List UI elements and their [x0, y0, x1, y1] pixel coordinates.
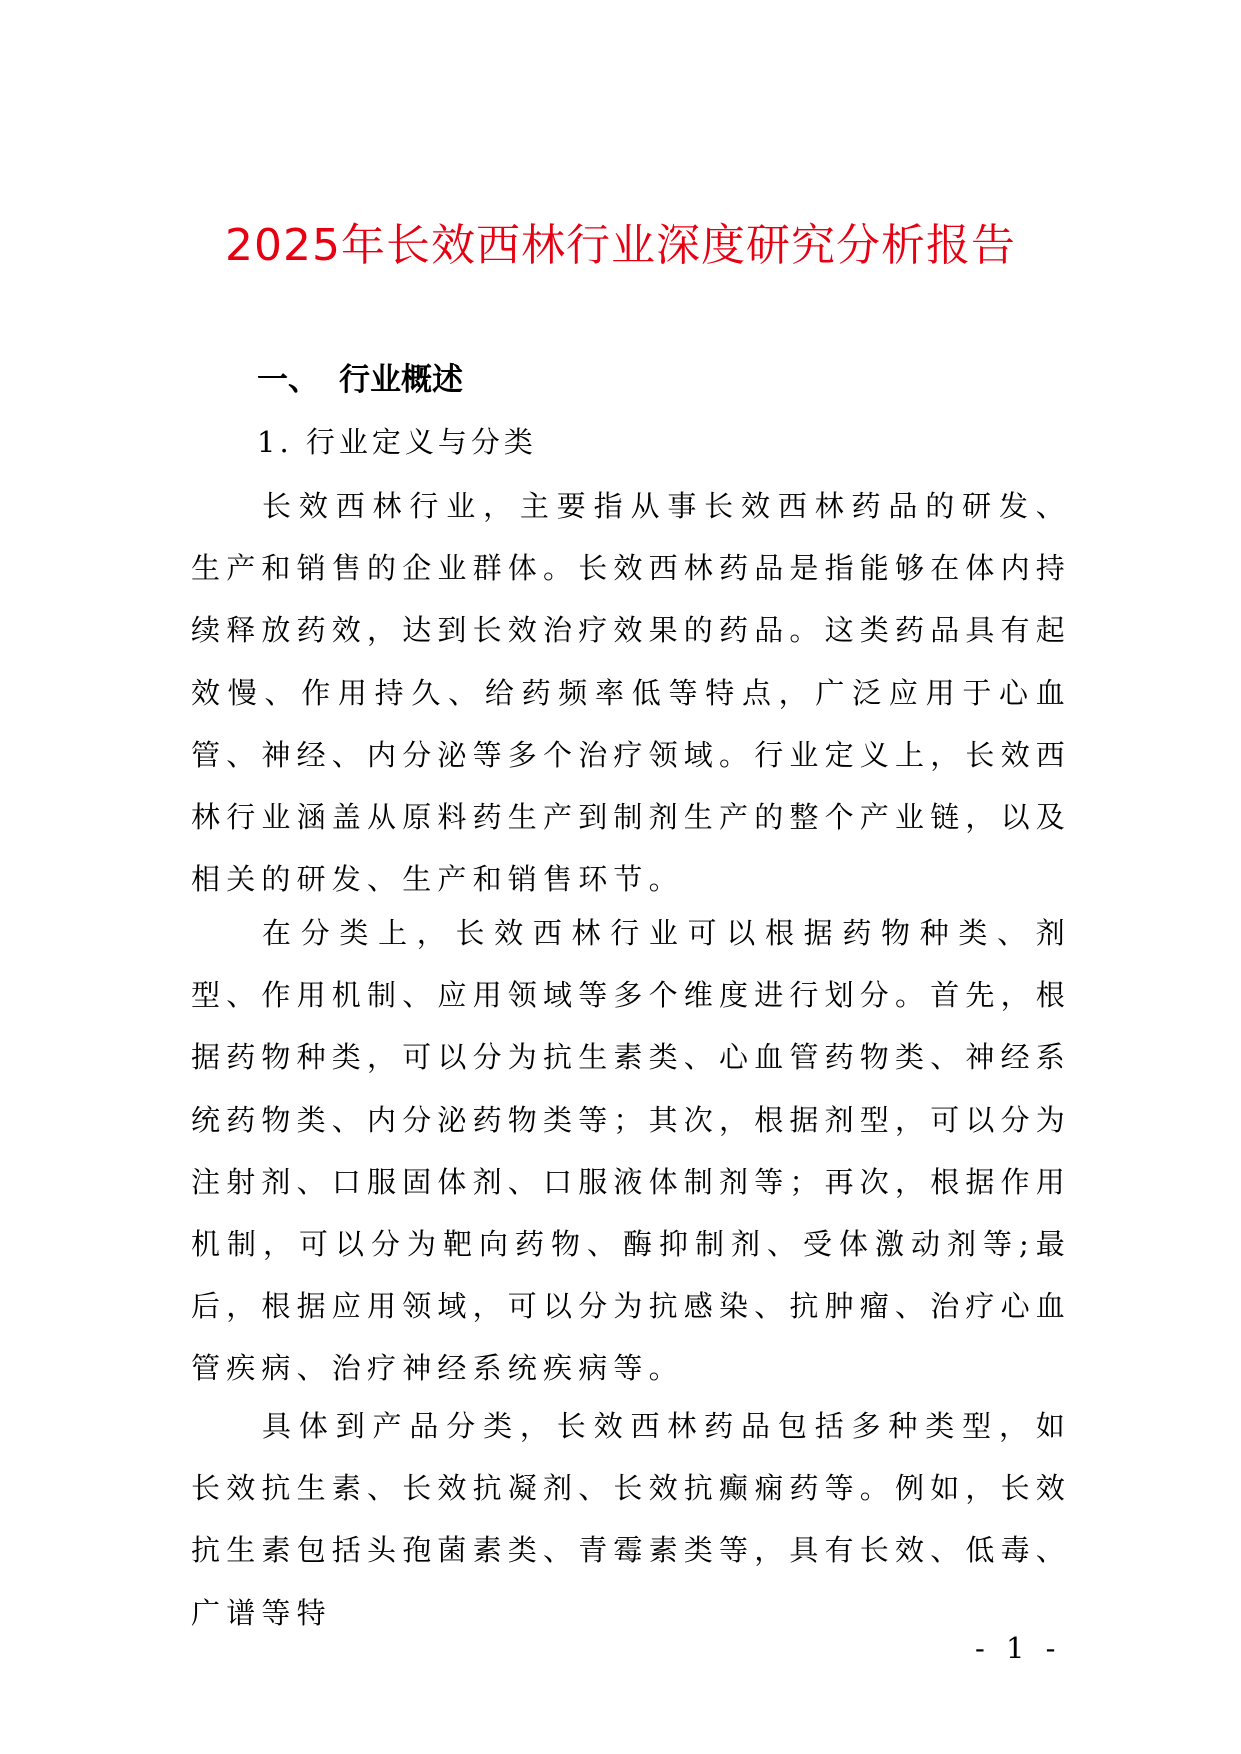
- section-heading: [257, 358, 463, 402]
- paragraph-products: 具体到产品分类，长效西林药品包括多种类型，如长效抗生素、长效抗凝剂、长效抗癫痫药等。例如，长效抗生素包括头孢菌素类、青霉素类等，具有长效、低毒、广谱等特: [191, 1409, 1072, 1630]
- section-title: 行业概述: [339, 362, 463, 398]
- page-number: - 1 -: [975, 1631, 1062, 1665]
- paragraph-classification: 在分类上，长效西林行业可以根据药物种类、剂型、作用机制、应用领域等多个维度进行划分。首先，根据药物种类，可以分为抗生素类、心血管药物类、神经系统药物类、内分泌药物类等；其次，根据剂型，可以分为注射剂、口服固体剂、口服液体制剂等；再次，根据作用机制，可以分为靶向药物、酶抑制剂、受体激动剂等;最后，根据应用领域，可以分为抗感染、抗肿瘤、治疗心血管疾病、治疗神经系统疾病等。: [191, 916, 1072, 1386]
- document-title: 2025年长效西林行业深度研究分析报告: [225, 220, 1016, 271]
- section-number: 一、: [257, 362, 319, 398]
- paragraph-definition: 长效西林行业，主要指从事长效西林药品的研发、生产和销售的企业群体。长效西林药品是指能够在体内持续释放药效，达到长效治疗效果的药品。这类药品具有起效慢、作用持久、给药频率低等特点，广泛应用于心血管、神经、内分泌等多个治疗领域。行业定义上，长效西林行业涵盖从原料药生产到制剂生产的整个产业链，以及相关的研发、生产和销售环节。: [191, 489, 1072, 897]
- subsection-heading: 1. 行业定义与分类: [257, 425, 537, 459]
